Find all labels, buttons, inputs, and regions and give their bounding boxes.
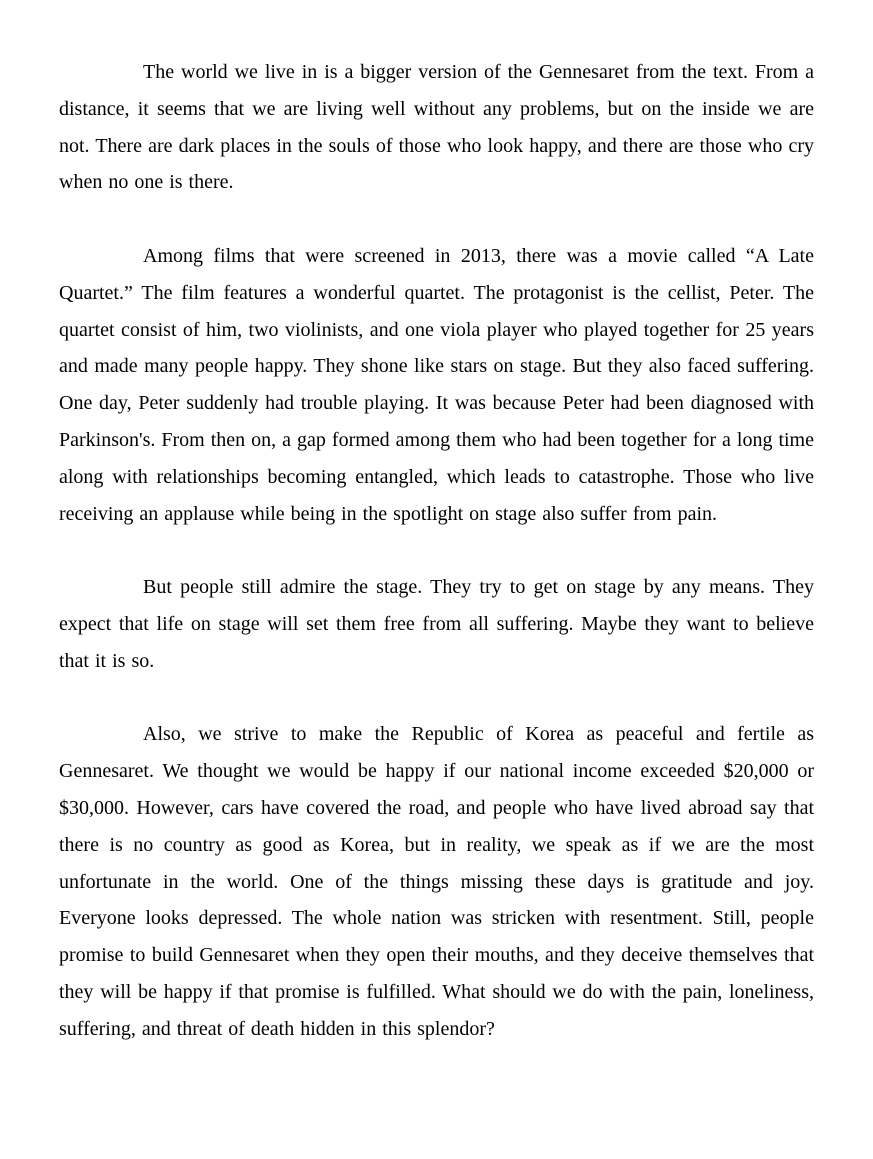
paragraph-2: Among films that were screened in 2013, there was a movie called “A Late Quartet.” The film features a wonderful quartet. The protagonist is the cellist, Peter. The quartet consist of him, two violinists, and one viola player who played together for 25 years and made many people happy. They shone like stars on stage. But they also faced suffering. One day, Peter suddenly had trouble playing. It was because Peter had been diagnosed with Parkinson's. From then on, a gap formed among them who had been together for a long time along with relationships becoming entangled, which leads to catastrophe. Those who live receiving an applause while being in the spotlight on stage also suffer from pain.: [59, 244, 814, 525]
document-body: [59, 54, 814, 1048]
paragraph-3: But people still admire the stage. They try to get on stage by any means. They expect that life on stage will set them free from all suffering. Maybe they want to believe that it is so.: [59, 576, 814, 672]
paragraph-1: The world we live in is a bigger version of the Gennesaret from the text. From a distance, it seems that we are living well without any problems, but on the inside we are not. There are dark places in the souls of those who look happy, and there are those who cry when no one is there.: [59, 61, 814, 194]
paragraph-4: Also, we strive to make the Republic of Korea as peaceful and fertile as Gennesaret. We thought we would be happy if our national income exceeded $20,000 or $30,000. However, cars have covered the road, and people who have lived abroad say that there is no country as good as Korea, but in reality, we speak as if we are the most unfortunate in the world. One of the things missing these days is gratitude and joy. Everyone looks depressed. The whole nation was stricken with resentment. Still, people promise to build Gennesaret when they open their mouths, and they deceive themselves that they will be happy if that promise is fulfilled. What should we do with the pain, loneliness, suffering, and threat of death hidden in this splendor?: [59, 723, 814, 1040]
